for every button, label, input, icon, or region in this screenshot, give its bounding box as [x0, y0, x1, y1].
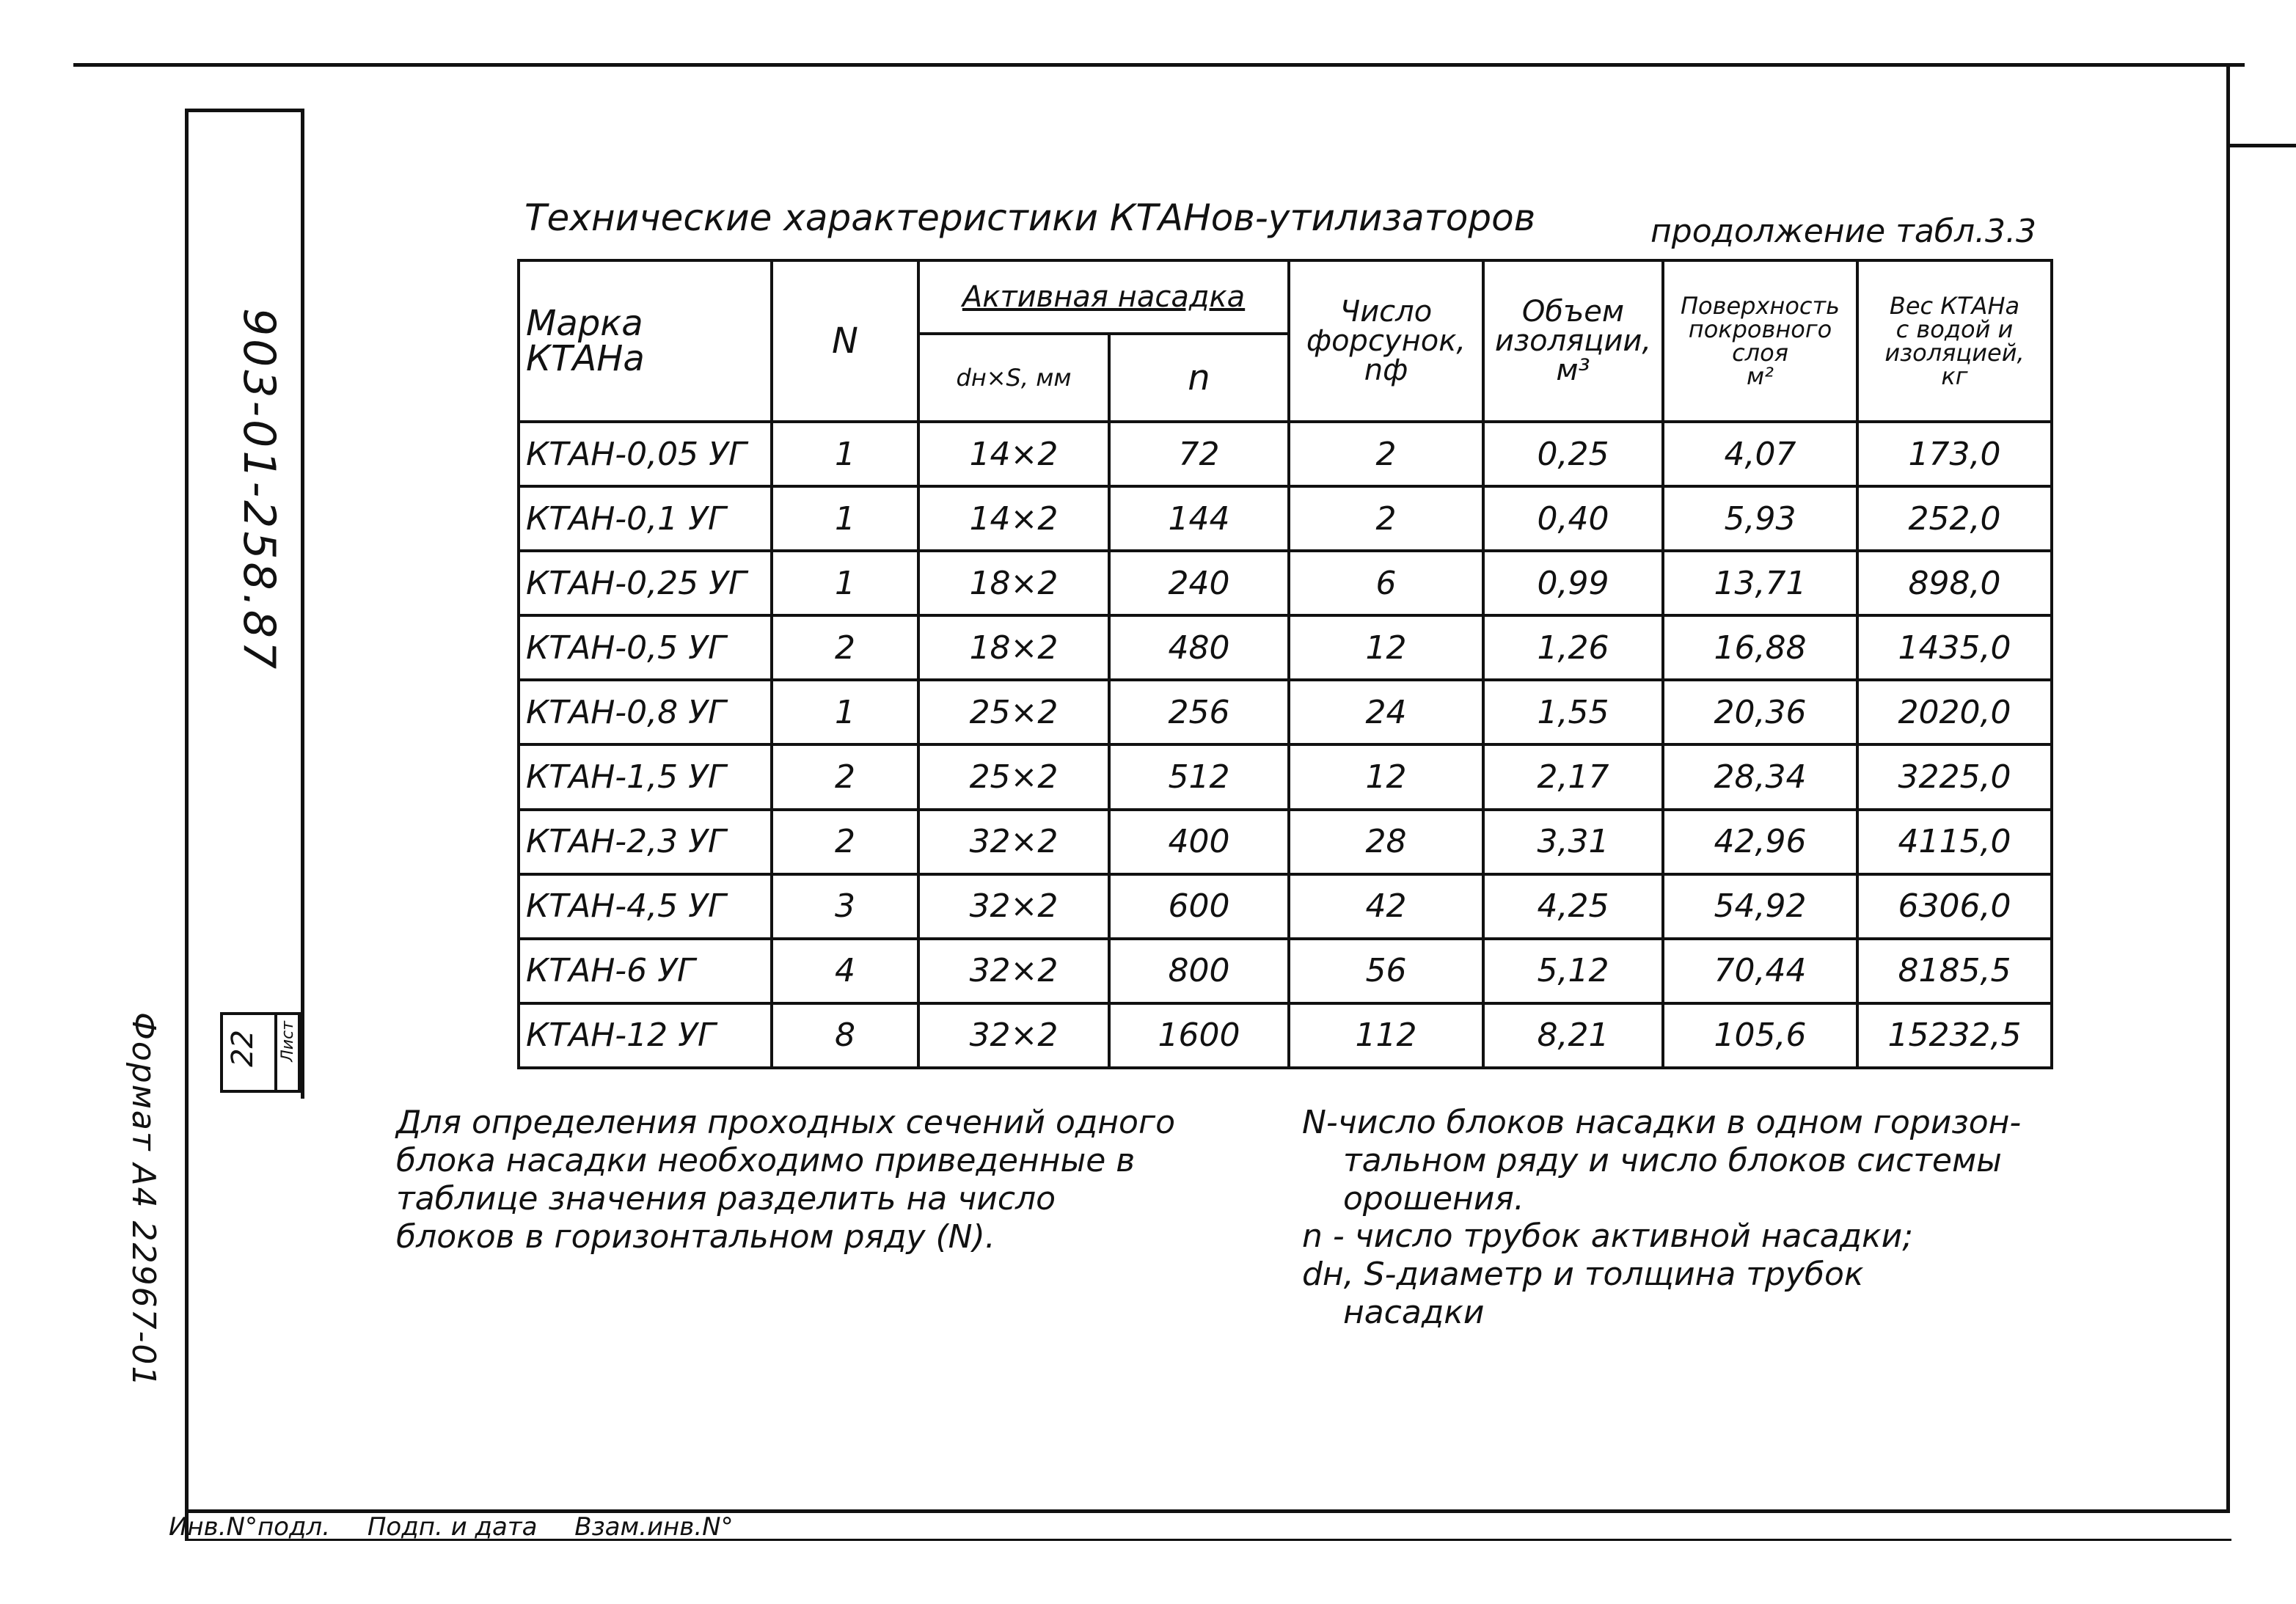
sheet-divider	[274, 1015, 277, 1090]
cell-dims: 32×2	[918, 810, 1109, 874]
frame-top-line	[73, 63, 2245, 67]
cell-insulation: 4,25	[1483, 874, 1663, 939]
cell-insulation: 8,21	[1483, 1003, 1663, 1068]
cell-n: 2	[772, 615, 918, 680]
cell-weight: 252,0	[1857, 486, 2052, 551]
cell-surface: 13,71	[1663, 551, 1857, 615]
stamp-replace-inv: Взам.инв.N°	[574, 1512, 734, 1542]
cell-insulation: 0,40	[1483, 486, 1663, 551]
cell-surface: 54,92	[1663, 874, 1857, 939]
table-row	[519, 486, 2052, 551]
cell-weight: 173,0	[1857, 422, 2052, 486]
header-n-tubes: n	[1109, 334, 1289, 422]
cell-surface: 42,96	[1663, 810, 1857, 874]
cell-weight: 898,0	[1857, 551, 2052, 615]
cell-n: 4	[772, 939, 918, 1003]
cell-nozzles: 6	[1289, 551, 1483, 615]
note-diameter-definition: dн, S-диаметр и толщина трубок насадки	[1302, 1256, 1864, 1331]
cell-nozzles: 56	[1289, 939, 1483, 1003]
cell-dims: 14×2	[918, 422, 1109, 486]
header-n-blocks: N	[772, 260, 918, 422]
cell-n: 1	[772, 422, 918, 486]
note-cross-section: Для определения проходных сечений одного блока насадки необходимо приведенные в таблице значения разделить на число блоков в горизонтальном ряду (N).	[396, 1104, 1176, 1256]
cell-n: 2	[772, 744, 918, 809]
cell-mark: КТАН-0,5 УГ	[519, 615, 772, 680]
cell-mark: КТАН-0,25 УГ	[519, 551, 772, 615]
frame-right-line	[2226, 63, 2230, 1512]
cell-surface: 105,6	[1663, 1003, 1857, 1068]
sheet-number: 22	[226, 1030, 260, 1067]
cell-mark: КТАН-0,1 УГ	[519, 486, 772, 551]
cell-mark: КТАН-0,8 УГ	[519, 680, 772, 744]
frame-right-notch	[2226, 144, 2296, 147]
header-nozzles: Число форсунок, nф	[1289, 260, 1483, 422]
cell-surface: 16,88	[1663, 615, 1857, 680]
cell-weight: 15232,5	[1857, 1003, 2052, 1068]
table-row	[519, 744, 2052, 809]
table-row	[519, 874, 2052, 939]
cell-surface: 20,36	[1663, 680, 1857, 744]
cell-tubes: 240	[1109, 551, 1289, 615]
cell-nozzles: 12	[1289, 615, 1483, 680]
stamp-inv-no: Инв.N°подл.	[169, 1512, 331, 1542]
cell-nozzles: 24	[1289, 680, 1483, 744]
frame-stub-top-line	[185, 109, 304, 112]
stamp-sign-date: Подп. и дата	[367, 1512, 538, 1542]
document-code: 903-01-258.87	[233, 308, 285, 673]
cell-insulation: 2,17	[1483, 744, 1663, 809]
cell-tubes: 480	[1109, 615, 1289, 680]
cell-nozzles: 42	[1289, 874, 1483, 939]
cell-nozzles: 12	[1289, 744, 1483, 809]
cell-n: 1	[772, 551, 918, 615]
cell-weight: 1435,0	[1857, 615, 2052, 680]
cell-insulation: 1,55	[1483, 680, 1663, 744]
header-mark: Марка КТАНа	[519, 260, 772, 422]
cell-n: 3	[772, 874, 918, 939]
cell-dims: 14×2	[918, 486, 1109, 551]
frame-inner-left-line	[301, 109, 304, 1099]
technical-table	[517, 259, 2053, 1069]
cell-dims: 18×2	[918, 615, 1109, 680]
cell-weight: 2020,0	[1857, 680, 2052, 744]
cell-insulation: 5,12	[1483, 939, 1663, 1003]
cell-dims: 25×2	[918, 680, 1109, 744]
cell-mark: КТАН-6 УГ	[519, 939, 772, 1003]
cell-nozzles: 2	[1289, 486, 1483, 551]
cell-nozzles: 28	[1289, 810, 1483, 874]
cell-n: 1	[772, 486, 918, 551]
cell-insulation: 0,99	[1483, 551, 1663, 615]
table-row	[519, 810, 2052, 874]
cell-tubes: 144	[1109, 486, 1289, 551]
sheet-box	[220, 1012, 301, 1093]
cell-dims: 32×2	[918, 939, 1109, 1003]
cell-mark: КТАН-4,5 УГ	[519, 874, 772, 939]
cell-dims: 32×2	[918, 874, 1109, 939]
table-row	[519, 680, 2052, 744]
cell-weight: 6306,0	[1857, 874, 2052, 939]
sheet-label: Лист	[279, 1021, 297, 1062]
table-row	[519, 422, 2052, 486]
cell-surface: 70,44	[1663, 939, 1857, 1003]
cell-tubes: 600	[1109, 874, 1289, 939]
cell-mark: КТАН-1,5 УГ	[519, 744, 772, 809]
stamp-row	[169, 1512, 763, 1542]
cell-tubes: 400	[1109, 810, 1289, 874]
cell-surface: 5,93	[1663, 486, 1857, 551]
cell-mark: КТАН-12 УГ	[519, 1003, 772, 1068]
cell-nozzles: 2	[1289, 422, 1483, 486]
cell-insulation: 3,31	[1483, 810, 1663, 874]
cell-tubes: 512	[1109, 744, 1289, 809]
cell-insulation: 1,26	[1483, 615, 1663, 680]
cell-tubes: 72	[1109, 422, 1289, 486]
cell-mark: КТАН-0,05 УГ	[519, 422, 772, 486]
cell-dims: 18×2	[918, 551, 1109, 615]
header-surface: Поверхность покровного слоя м²	[1663, 260, 1857, 422]
cell-insulation: 0,25	[1483, 422, 1663, 486]
format-label: Формат А4 22967-01	[125, 1012, 162, 1388]
table-title: Технические характеристики КТАНов-утилизаторов	[524, 197, 1536, 239]
cell-mark: КТАН-2,3 УГ	[519, 810, 772, 874]
cell-nozzles: 112	[1289, 1003, 1483, 1068]
cell-tubes: 800	[1109, 939, 1289, 1003]
cell-n: 1	[772, 680, 918, 744]
header-active-packing: Активная насадка	[918, 260, 1289, 334]
cell-weight: 8185,5	[1857, 939, 2052, 1003]
cell-surface: 28,34	[1663, 744, 1857, 809]
table-continuation: продолжение табл.3.3	[1650, 213, 2037, 250]
table-row	[519, 551, 2052, 615]
frame-left-line	[185, 109, 189, 1539]
cell-n: 2	[772, 810, 918, 874]
table-row	[519, 939, 2052, 1003]
table-row	[519, 615, 2052, 680]
cell-weight: 4115,0	[1857, 810, 2052, 874]
cell-dims: 32×2	[918, 1003, 1109, 1068]
cell-dims: 25×2	[918, 744, 1109, 809]
note-n-definition: N-число блоков насадки в одном горизон- тальном ряду и число блоков системы орошения.	[1302, 1104, 2022, 1217]
cell-tubes: 256	[1109, 680, 1289, 744]
cell-n: 8	[772, 1003, 918, 1068]
note-tubes-definition: n - число трубок активной насадки;	[1302, 1217, 1914, 1255]
table-row	[519, 1003, 2052, 1068]
cell-tubes: 1600	[1109, 1003, 1289, 1068]
header-dims: dн×S, мм	[918, 334, 1109, 422]
header-insulation: Объем изоляции, м³	[1483, 260, 1663, 422]
cell-surface: 4,07	[1663, 422, 1857, 486]
cell-weight: 3225,0	[1857, 744, 2052, 809]
header-weight: Вес КТАНа с водой и изоляцией, кг	[1857, 260, 2052, 422]
